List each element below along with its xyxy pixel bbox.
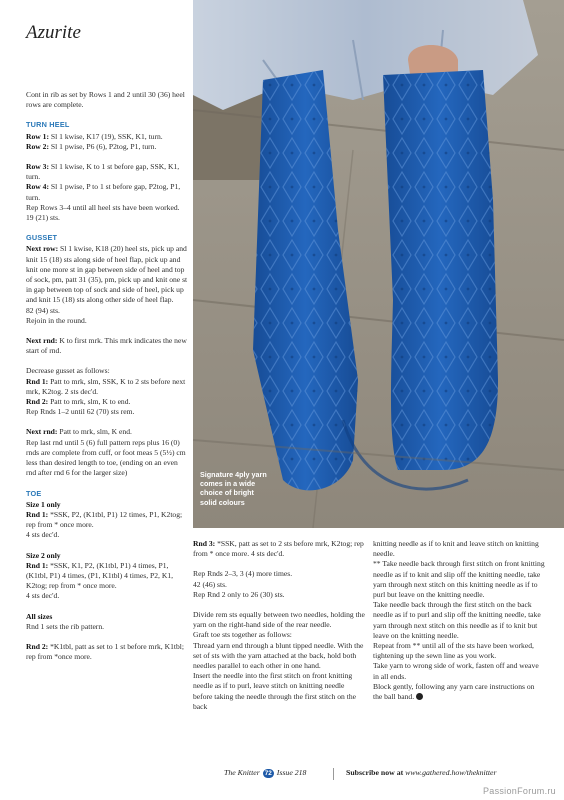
row-label: Rnd 1: [26,560,49,570]
turn-heel-heading: TURN HEEL [26,120,70,130]
decrease-intro: Decrease gusset as follows: [26,366,110,376]
end-mark-icon [416,693,423,700]
divide-sts: Divide rem sts equally between two needles, holding the yarn on the right-hand side of the rear needle. [193,610,365,630]
page-title: Azurite [26,22,81,43]
size-2-rnd [26,561,188,592]
size-1-dec: 4 sts dec'd. [26,530,60,540]
take-needle-text: ** Take needle back through first stitch on front knitting needle as if to knit and slip off the knitting needle, take yarn through next stitch on this knitting needle as if to purl but leave on the knitting needle. [373,559,545,600]
all-sizes-heading: All sizes [26,611,53,621]
row-1-instruction [26,132,188,142]
caption-line: comes in a wide [200,479,256,489]
block-text [373,682,545,702]
row-3-instruction [26,162,188,182]
magazine-name: The Knitter [224,768,260,777]
sock-photo-illustration [193,0,564,528]
text-column-3 [373,539,545,702]
rejoin: Rejoin in the round. [26,315,87,325]
repeat-text: Repeat from ** until all of the sts have been worked, tightening up the sewn line as you work. [373,641,534,661]
row-4-instruction [26,182,188,202]
row-label: Rnd 3: [193,539,216,548]
row-label: Next row: [26,244,59,254]
row-text: K to first mrk. This mrk indicates the new start of rnd. [26,336,187,356]
caption-line: choice of bright [200,488,254,498]
block-text-content: Block gently, following any yarn care instructions on the ball band. [373,681,535,702]
intro-paragraph: Cont in rib as set by Rows 1 and 2 until 30 (36) heel rows are complete. [26,90,185,110]
rep-rnd-2-only: Rep Rnd 2 only to 26 (30) sts. [193,589,285,599]
gusset-sts: 82 (94) sts. [26,305,60,315]
row-label: Row 1: [26,131,49,141]
row-text: Sl 1 kwise, K17 (19), SSK, K1, turn. [50,131,163,141]
graft-text: Thread yarn end through a blunt tipped needle. With the set of sts with the yarn attached at the back, hold both needles parallel to each other in one hand. [193,640,364,671]
next-rnd-2-instruction [26,427,188,437]
row-label: Rnd 2: [26,641,49,651]
all-sizes-text: Rnd 1 sets the rib pattern. [26,621,105,631]
insert-text: Insert the needle into the first stitch on front knitting needle as if to purl, leave stitch on knitting needle before taking the needle through the first stitch on the back [193,671,357,711]
page-number: 72 [264,770,272,777]
text-column-2 [193,539,365,712]
row-text: Sl 1 pwise, P to 1 st before gap, P2tog, P1, turn. [26,182,181,202]
row-text: Sl 1 kwise, K18 (20) heel sts, pick up and knit 15 (18) sts along side of heel flap, pick up and knit one more st in gap between side of heel and top of sock, pm, patt 31 (35), pm, pick up and knit one st in gap between top of sock and side of heel, pick up and knit 15 (18) sts along other side of heel flap. [26,244,188,305]
heel-sts: 19 (21) sts. [26,213,60,223]
footer-divider [333,768,334,780]
row-text: *SSK, K1, P2, (K1tbl, P1) 4 times, P1, (K1tbl, P1) 4 times, (P1, K1tbl) 4 times, P2, K1, K2tog; rep from * once more. [26,560,174,591]
caption-line: Signature 4ply yarn [200,470,267,479]
row-text: Patt to mrk, slm, K end. [59,427,132,437]
row-text: Sl 1 kwise, K to 1 st before gap, SSK, K1, turn. [26,162,180,182]
next-row-instruction [26,244,188,305]
sock-photo [193,0,564,528]
rnd-3-instruction [193,539,365,559]
row-text: Sl 1 pwise, P6 (6), P2tog, P1, turn. [50,141,157,151]
footer-magazine [224,768,306,778]
row-label: Rnd 1: [26,509,49,519]
photo-caption [200,470,310,507]
cont-text: knitting needle as if to knit and leave stitch on knitting needle. [373,539,539,559]
rnd-2-instruction [26,397,188,407]
take-needle-2-text: Take needle back through the first stitch on the back needle as if to purl and slip off the knitting needle, take yarn through next stitch on this needle as if to knit but leave on the knitting needle. [373,600,541,640]
subscribe-url-link[interactable]: www.gathered.how/theknitter [405,768,497,777]
toe-heading: TOE [26,488,42,498]
row-label: Next rnd: [26,427,58,437]
size-2-heading: Size 2 only [26,550,61,560]
rnd-1-instruction [26,377,188,397]
row-label: Row 3: [26,162,49,172]
row-2-instruction [26,142,188,152]
size-2-dec: 4 sts dec'd. [26,591,60,601]
row-text: Patt to mrk, slm, SSK, K to 2 sts before next mrk, K2tog. 2 sts dec'd. [26,376,186,396]
subscribe-label: Subscribe now at [346,768,404,777]
rep-rnds-2-3: Rep Rnds 2–3, 3 (4) more times. [193,569,293,579]
fasten-text: Take yarn to wrong side of work, fasten off and weave in all ends. [373,661,539,681]
page-footer [0,768,564,782]
row-text: Patt to mrk, slm, K to end. [50,397,131,407]
row-label: Rnd 2: [26,397,49,407]
all-sizes-rnd-2 [26,642,188,662]
row-label: Row 4: [26,182,49,192]
size-1-rnd [26,510,188,530]
text-column-1 [26,90,188,662]
gusset-heading: GUSSET [26,233,58,243]
next-rnd-instruction [26,336,188,356]
row-text: *SSK, P2, (K1tbl, P1) 12 times, P1, K2tog; rep from * once more. [26,509,183,530]
rep-last-rnd: Rep last rnd until 5 (6) full pattern reps plus 16 (0) rnds are complete from cuff, or foot meas 5 (5½) cm less than desired length to toe, (ending on an even rnd after rnd 6 for the larger size) [26,437,186,478]
row-text: *SSK, patt as set to 2 sts before mrk, K2tog; rep from * once more. 4 sts dec'd. [193,539,364,559]
rep-rows: Rep Rows 3–4 until all heel sts have been worked. [26,202,180,212]
row-label: Row 2: [26,141,49,151]
footer-subscribe[interactable] [346,768,497,777]
rep-rnds: Rep Rnds 1–2 until 62 (70) sts rem. [26,407,135,417]
caption-line: solid colours [200,497,245,507]
sts-count: 42 (46) sts. [193,579,227,589]
issue-number: Issue 218 [276,768,307,777]
row-label: Rnd 1: [26,376,49,386]
row-text: *K1tbl, patt as set to 1 st before mrk, K1tbl; rep from *once more. [26,641,184,662]
size-1-heading: Size 1 only [26,499,61,509]
watermark: PassionForum.ru [482,786,556,796]
row-label: Next rnd: [26,336,58,346]
graft-intro: Graft toe sts together as follows: [193,630,292,640]
